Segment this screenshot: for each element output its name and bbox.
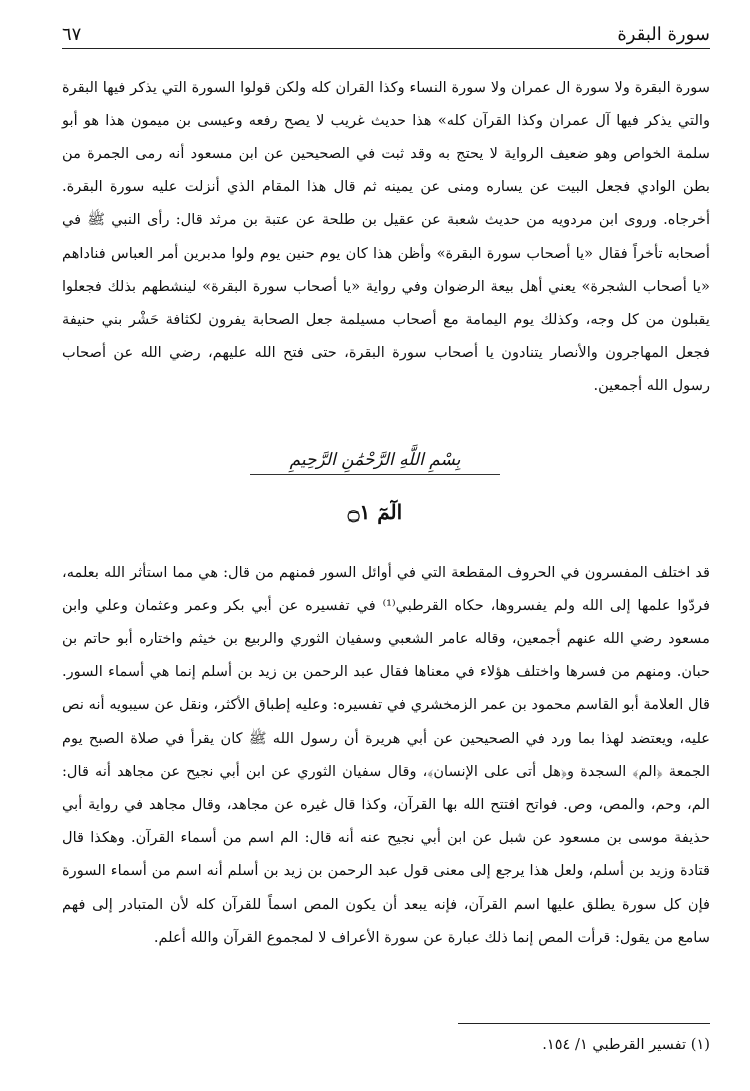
basmala-ornament: [230, 450, 520, 490]
footnote-divider: [458, 1023, 710, 1024]
running-title: سورة البقرة: [617, 24, 710, 45]
basmala-text: بِسْمِ اللَّهِ الرَّحْمَٰنِ الرَّحِيمِ: [280, 450, 471, 470]
paragraph-tafsir: قد اختلف المفسرون في الحروف المقطعة التي في أوائل السور فمنهم من قال: هي مما استأثر الله بعلمه، فردّوا علمها إلى الله ولم يفسروها، حكاه القرطبي⁽¹⁾ في تفسيره عن أبي بكر وعمر وعثمان وعلي وابن مسعود رضي الله عنهم أجمعين، وقاله عامر الشعبي وسفيان الثوري والربيع بن خيثم واختاره أبو حاتم بن حبان. ومنهم من فسرها واختلف هؤلاء في معناها فقال عبد الرحمن بن زيد بن أسلم إنما هي أسماء السور. قال العلامة أبو القاسم محمود بن عمر الزمخشري في تفسيره: وعليه إطباق الأكثر، ونقل عن سيبويه أنه نص عليه، ويعتضد لهذا بما ورد في الصحيحين عن أبي هريرة أن رسول الله ﷺ كان يقرأ في صلاة الصبح يوم الجمعة ﴿الم﴾ السجدة و﴿هل أتى على الإنسان﴾، وقال سفيان الثوري عن ابن أبي نجيح عن مجاهد أنه قال: الم، وحم، والمص، وص. فواتح افتتح الله بها القرآن، وكذا قال غيره عن مجاهد، وقال مجاهد في رواية أبي حذيفة موسى بن مسعود عن شبل عن ابن أبي نجيح عنه أنه قال: الم اسم من أسماء القرآن. وهكذا قال قتادة وزيد بن أسلم، ولعل هذا يرجع إلى معنى قول عبد الرحمن بن زيد بن أسلم أنه اسم من أسماء السورة فإن كل سورة يطلق عليها اسم القرآن، فإنه يبعد أن يكون المص اسماً للقرآن كله لأن المتبادر إلى فهم سامع من يقول: قرأت المص إنما ذلك عبارة عن سورة الأعراف لا لمجموع القرآن والله أعلم.: [62, 563, 710, 946]
page-header: [62, 18, 710, 49]
surah-verse-heading: الٓمٓ ۝١: [347, 500, 403, 524]
basmala-line: [250, 474, 500, 475]
page-number: ٦٧: [62, 24, 82, 45]
paragraph-hadith: سورة البقرة ولا سورة ال عمران ولا سورة النساء وكذا القران كله ولكن قولوا السورة التي يذكر فيها البقرة والتي يذكر فيها آل عمران وكذا القرآن كله» هذا حديث غريب لا يصح رفعه وعيسى بن ميمون هذا هو أبو سلمة الخواص وهو ضعيف الرواية لا يحتج به وقد ثبت في الصحيحين عن ابن مسعود أنه رمى الجمرة من بطن الوادي فجعل البيت عن يساره ومنى عن يمينه ثم قال هذا المقام الذي أنزلت عليه سورة البقرة. أخرجاه. وروى ابن مردويه من حديث شعبة عن عقيل بن طلحة عن عتبة بن مرثد قال: رأى النبي ﷺ في أصحابه تأخراً فقال «يا أصحاب سورة البقرة» وأظن هذا كان يوم حنين يوم ولوا مدبرين أمر العباس فناداهم «يا أصحاب الشجرة» يعني أهل بيعة الرضوان وفي رواية «يا أصحاب سورة البقرة» لينشطهم بذلك فجعلوا يقبلون من كل وجه، وكذلك يوم اليمامة مع أصحاب مسيلمة جعل الصحابة يفرون لكثافة حَشْر بني حنيفة فجعل المهاجرون والأنصار يتنادون يا أصحاب سورة البقرة، حتى فتح الله عليهم، رضي الله عن أصحاب رسول الله أجمعين.: [62, 78, 710, 395]
footnote: (١) تفسير القرطبي ١/ ١٥٤.: [542, 1036, 710, 1053]
